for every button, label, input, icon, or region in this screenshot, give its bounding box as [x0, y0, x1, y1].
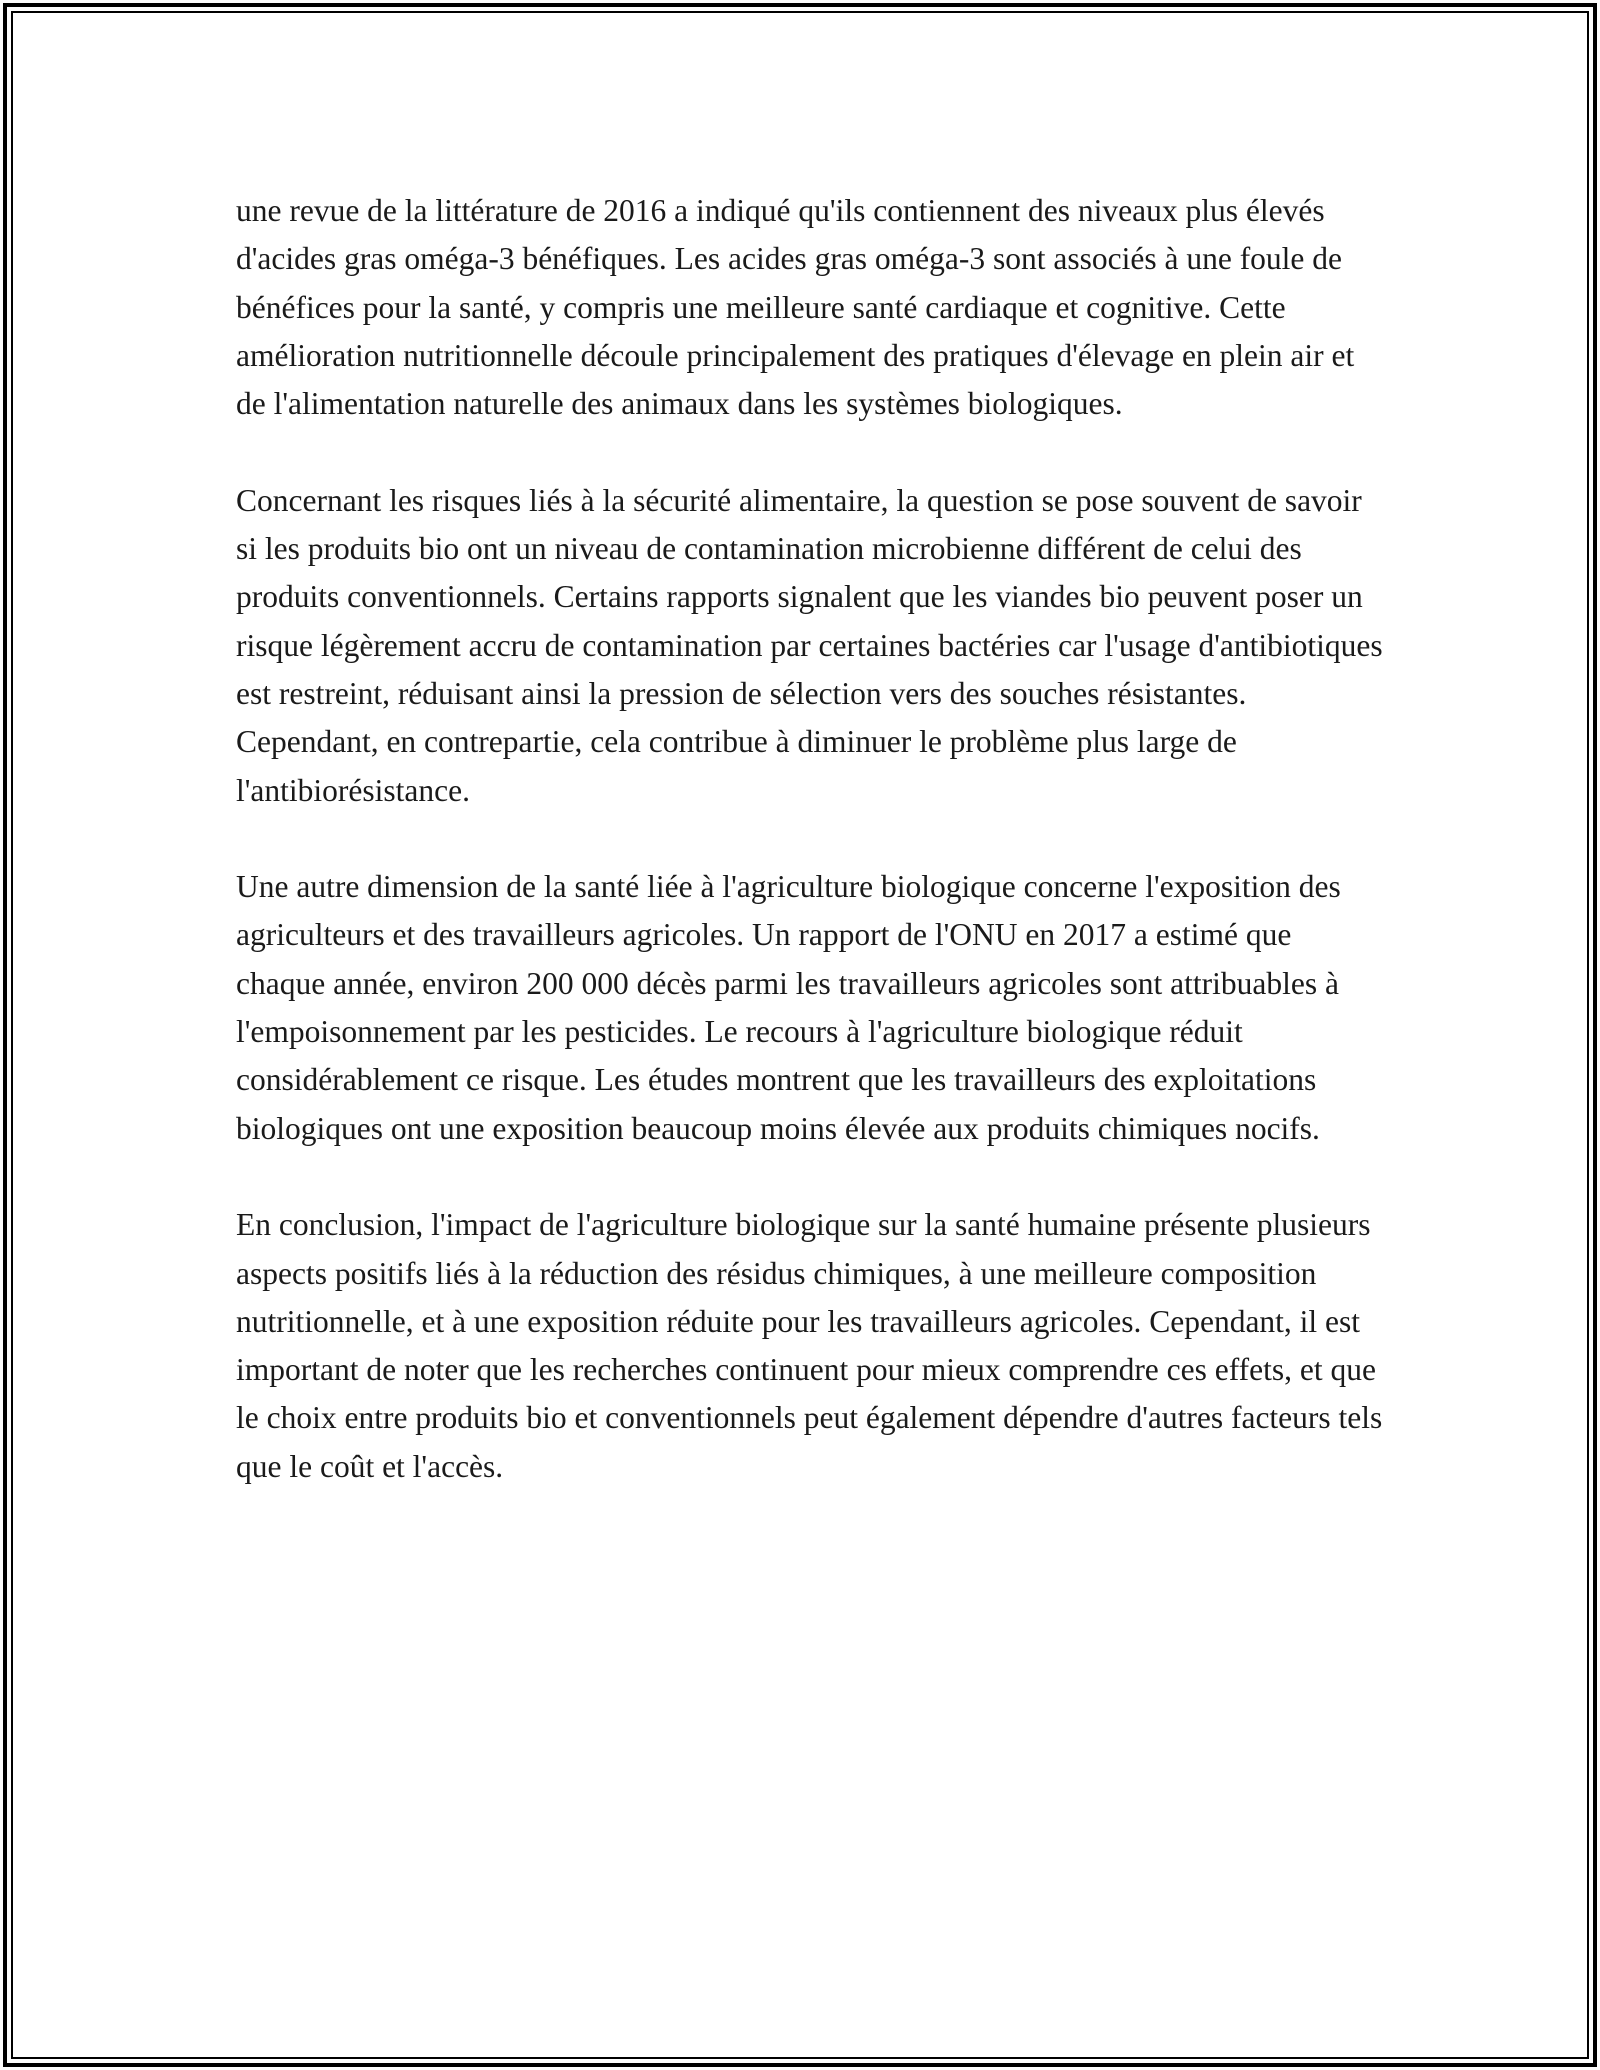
paragraph-worker-exposure: Une autre dimension de la santé liée à l'agriculture biologique concerne l'exposition des agriculteurs et des travailleurs agricoles. Un rapport de l'ONU en 2017 a estimé que chaque année, environ 200 000 décès parmi les travailleurs agricoles sont attribuables à l'empoisonnement par les pesticides. Le recours à l'agriculture biologique réduit considérablement ce risque. Les études montrent que les travailleurs des exploitations biologiques ont une exposition beaucoup moins élevée aux produits chimiques nocifs. — [236, 869, 1341, 1146]
paragraph-conclusion: En conclusion, l'impact de l'agriculture biologique sur la santé humaine présente plusieurs aspects positifs liés à la réduction des résidus chimiques, à une meilleure composition nutritionnelle, et à une exposition réduite pour les travailleurs agricoles. Cependant, il est important de noter que les recherches continuent pour mieux comprendre ces effets, et que le choix entre produits bio et conventionnels peut également dépendre d'autres facteurs tels que le coût et l'accès. — [236, 1207, 1383, 1484]
paragraph-omega3-benefits: une revue de la littérature de 2016 a indiqué qu'ils contiennent des niveaux plus élevés d'acides gras oméga-3 bénéfiques. Les acides gras oméga-3 sont associés à une foule de bénéfices pour la santé, y compris une meilleure santé cardiaque et cognitive. Cette amélioration nutritionnelle découle principalement des pratiques d'élevage en plein air et de l'alimentation naturelle des animaux dans les systèmes biologiques. — [236, 193, 1355, 422]
paragraph-food-safety-risks: Concernant les risques liés à la sécurité alimentaire, la question se pose souvent de savoir si les produits bio ont un niveau de contamination microbienne différent de celui des produits conventionnels. Certains rapports signalent que les viandes bio peuvent poser un risque légèrement accru de contamination par certaines bactéries car l'usage d'antibiotiques est restreint, réduisant ainsi la pression de sélection vers des souches résistantes. Cependant, en contrepartie, cela contribue à diminuer le problème plus large de l'antibiorésistance. — [236, 482, 1383, 808]
document-body — [236, 187, 1386, 1539]
